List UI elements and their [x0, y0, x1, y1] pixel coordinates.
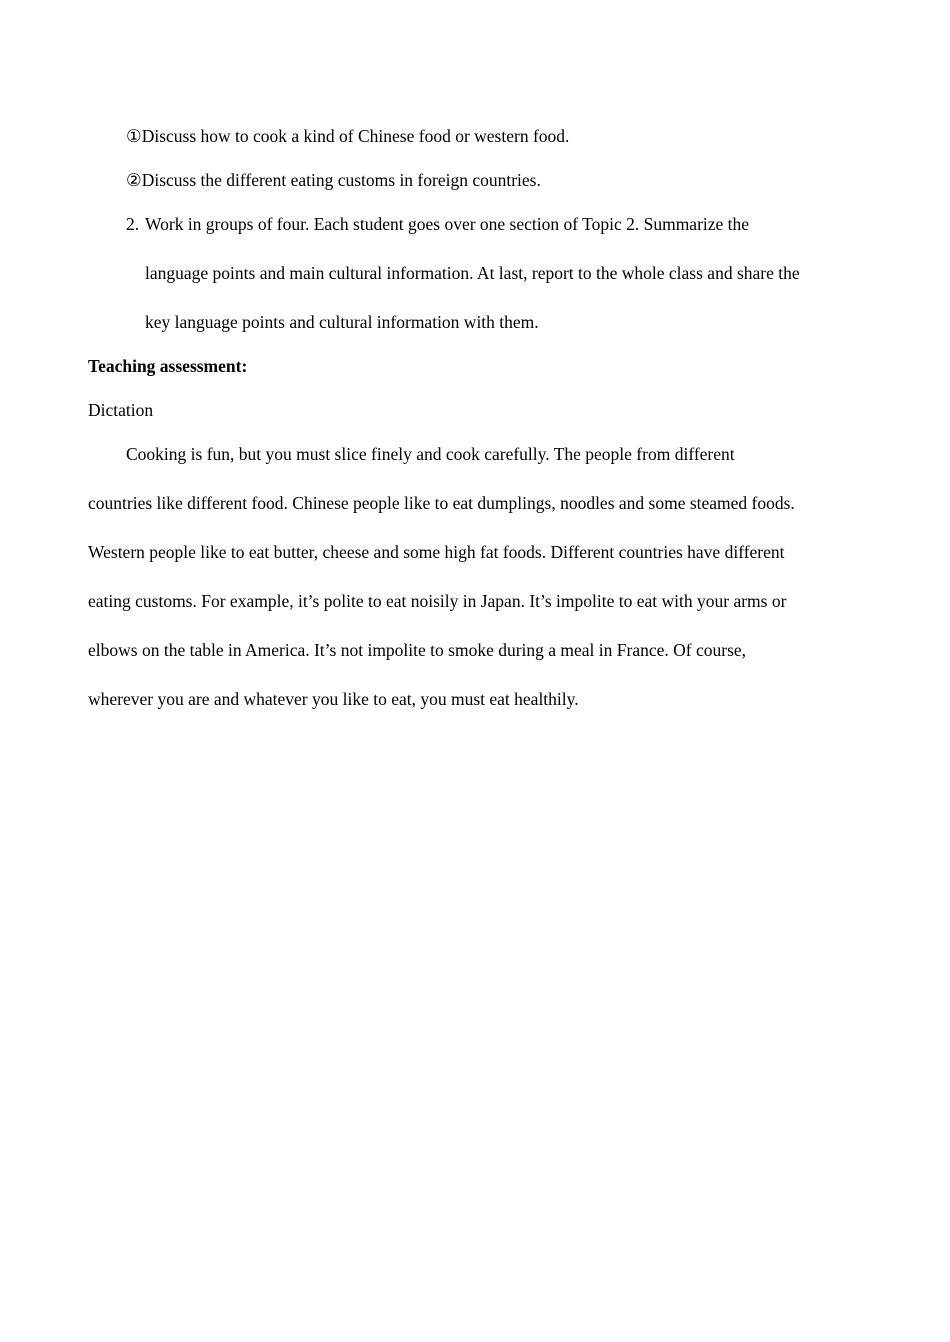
- group-task: [126, 212, 868, 334]
- discussion-item-cooking: ①Discuss how to cook a kind of Chinese food or western food.: [126, 126, 570, 146]
- dictation-line: countries like different food. Chinese people like to eat dumplings, noodles and some steamed foods.: [88, 493, 795, 513]
- dictation-line: wherever you are and whatever you like to eat, you must eat healthily.: [88, 689, 579, 709]
- dictation-heading: Dictation: [88, 400, 154, 420]
- dictation-line: elbows on the table in America. It’s not impolite to smoke during a meal in France. Of course,: [88, 640, 747, 660]
- task-line: language points and main cultural information. At last, report to the whole class and share the: [145, 263, 800, 283]
- document-page: [88, 124, 868, 736]
- dictation-paragraph: [88, 442, 868, 711]
- task-text: [126, 212, 868, 334]
- dictation-line: Cooking is fun, but you must slice finely and cook carefully. The people from different: [126, 444, 735, 464]
- discussion-item-customs: ②Discuss the different eating customs in foreign countries.: [126, 170, 541, 190]
- task-line: Work in groups of four. Each student goes over one section of Topic 2. Summarize the: [145, 214, 750, 234]
- task-number: 2.: [126, 214, 140, 234]
- task-line: key language points and cultural information with them.: [145, 312, 539, 332]
- dictation-line: eating customs. For example, it’s polite to eat noisily in Japan. It’s impolite to eat with your arms or: [88, 591, 787, 611]
- section-heading: Teaching assessment:: [88, 356, 248, 376]
- dictation-line: Western people like to eat butter, cheese and some high fat foods. Different countries have different: [88, 542, 785, 562]
